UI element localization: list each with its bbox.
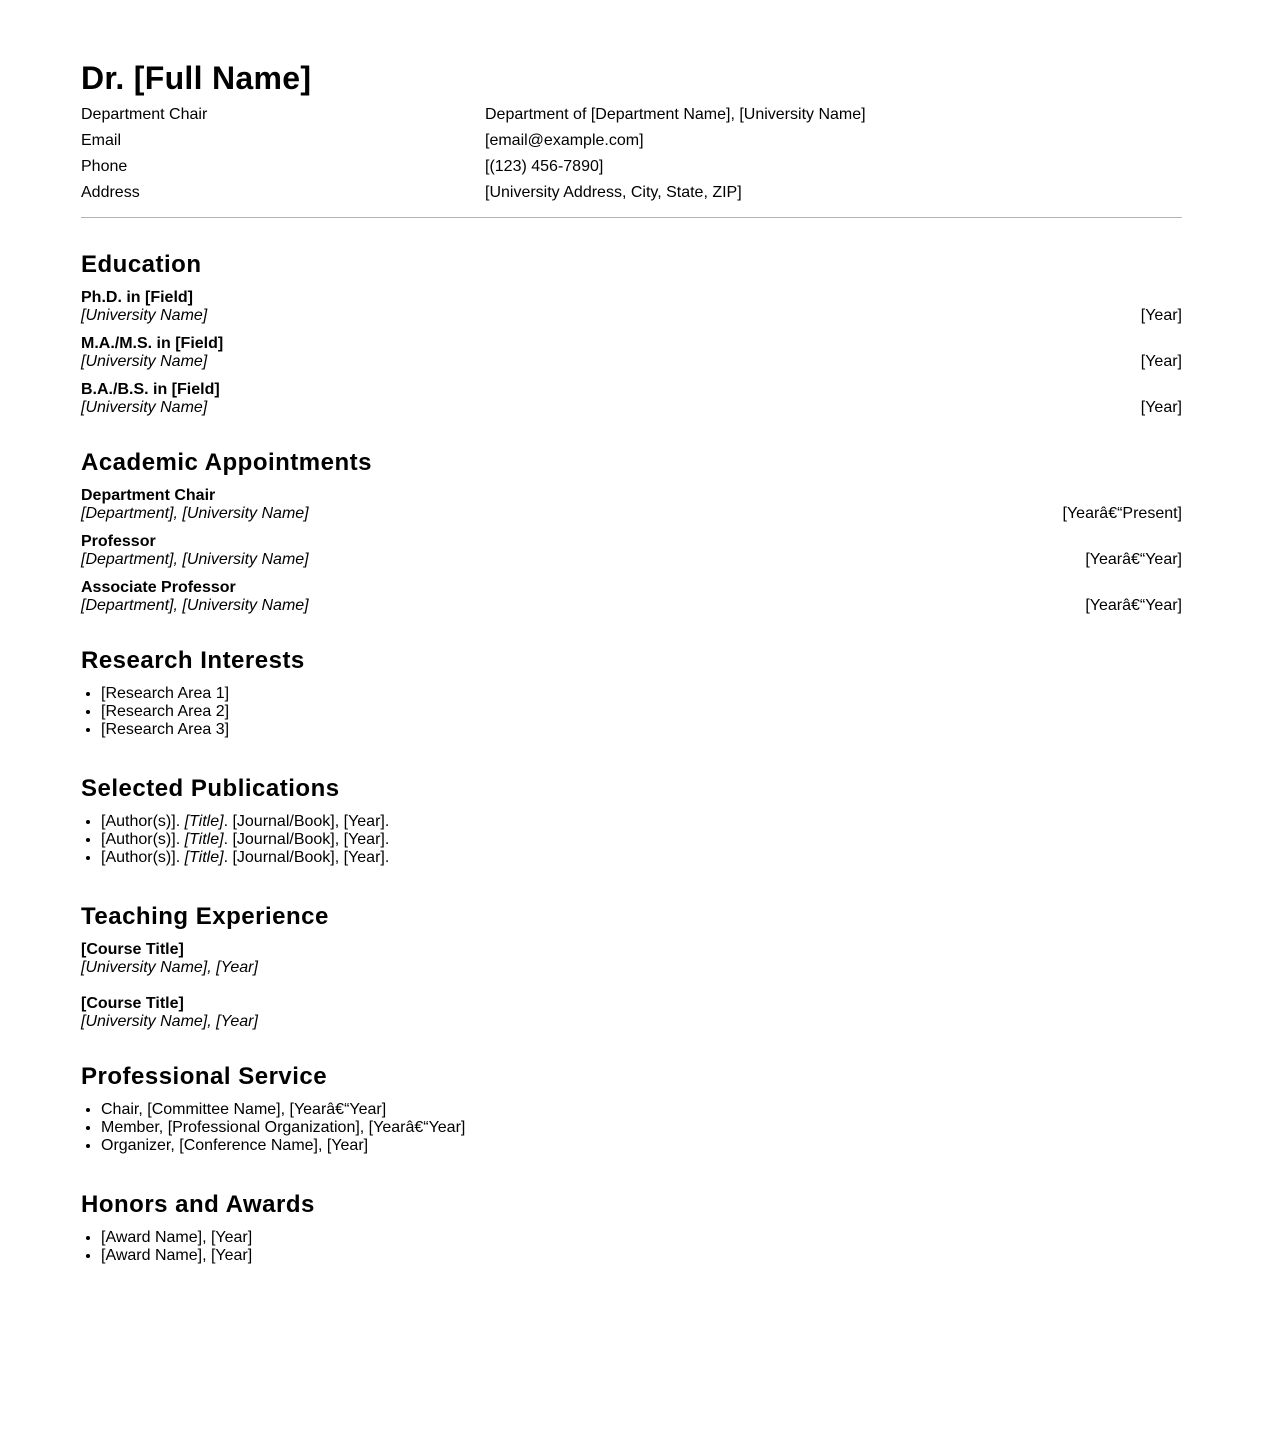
pub-rest: . [Journal/Book], [Year]. [223,831,390,848]
institution: [University Name] [81,307,208,324]
contact-row-address [81,184,1182,210]
contact-value: Department of [Department Name], [University Name] [485,106,866,123]
education-entry [81,381,1182,417]
section-heading: Academic Appointments [81,449,372,476]
course-details: [University Name], [Year] [81,1013,258,1030]
section-honors [81,1191,1182,1265]
list-item: • [Award Name], [Year] [101,1247,1182,1265]
section-heading: Professional Service [81,1063,328,1090]
service-list [81,1101,1182,1155]
list-item: • [Research Area 2] [101,703,1182,721]
teaching-entry [81,995,1182,1031]
pub-authors: [Author(s)]. [101,813,185,830]
publication-item [101,813,1182,831]
list-item: • [Research Area 1] [101,685,1182,703]
section-heading: Honors and Awards [81,1191,315,1218]
degree: Ph.D. in [Field] [81,289,193,306]
section-heading: Selected Publications [81,775,340,802]
publication-item [101,831,1182,849]
research-list [81,685,1182,739]
appointment-title: Associate Professor [81,579,236,596]
year: [Year] [1140,399,1182,416]
education-entry [81,335,1182,371]
contact-label: Email [81,132,122,149]
phone-value: [(123) 456-7890] [485,158,604,175]
appointment-place: [Department], [University Name] [81,505,309,522]
appointment-dates: [Yearâ€“Present] [1062,505,1182,522]
list-item: • Chair, [Committee Name], [Yearâ€“Year] [101,1101,1182,1119]
page-title: Dr. [Full Name] [81,60,312,96]
section-teaching [81,903,1182,1031]
year: [Year] [1140,307,1182,324]
section-appointments [81,449,1182,615]
pub-title: [Title] [184,849,224,866]
appointment-dates: [Yearâ€“Year] [1085,551,1182,568]
contact-row-phone [81,158,1182,184]
appointment-place: [Department], [University Name] [81,551,309,568]
year: [Year] [1140,353,1182,370]
contact-row-position [81,106,1182,132]
course-details: [University Name], [Year] [81,959,258,976]
entry-row [81,353,1182,371]
entry-row [81,399,1182,417]
teaching-entry [81,941,1182,977]
header-divider [81,217,1182,218]
pub-title: [Title] [184,813,224,830]
pub-rest: . [Journal/Book], [Year]. [223,849,390,866]
section-heading: Education [81,251,202,278]
contact-label: Address [81,184,140,201]
section-publications [81,775,1182,867]
education-entry [81,289,1182,325]
entry-row [81,307,1182,325]
contact-info [81,106,1182,210]
appointment-entry [81,579,1182,615]
address-value: [University Address, City, State, ZIP] [485,184,742,201]
institution: [University Name] [81,353,208,370]
appointment-place: [Department], [University Name] [81,597,309,614]
list-item: • Organizer, [Conference Name], [Year] [101,1137,1182,1155]
course-title: [Course Title] [81,995,184,1012]
list-item: • [Award Name], [Year] [101,1229,1182,1247]
section-heading: Research Interests [81,647,305,674]
pub-rest: . [Journal/Book], [Year]. [223,813,390,830]
section-service [81,1063,1182,1155]
publication-item [101,849,1182,867]
entry-row [81,505,1182,523]
honors-list [81,1229,1182,1265]
pub-authors: [Author(s)]. [101,831,185,848]
publications-list [81,813,1182,867]
appointment-title: Department Chair [81,487,216,504]
appointment-dates: [Yearâ€“Year] [1085,597,1182,614]
appointment-title: Professor [81,533,156,550]
contact-label: Phone [81,158,128,175]
section-research [81,647,1182,739]
degree: M.A./M.S. in [Field] [81,335,224,352]
course-title: [Course Title] [81,941,184,958]
list-item: • Member, [Professional Organization], [Yearâ€“Year] [101,1119,1182,1137]
entry-row [81,597,1182,615]
contact-row-email [81,132,1182,158]
list-item: • [Research Area 3] [101,721,1182,739]
email-value: [email@example.com] [485,132,644,149]
degree: B.A./B.S. in [Field] [81,381,220,398]
entry-row [81,551,1182,569]
appointment-entry [81,533,1182,569]
contact-label: Department Chair [81,106,208,123]
pub-authors: [Author(s)]. [101,849,185,866]
appointment-entry [81,487,1182,523]
section-education [81,251,1182,417]
section-heading: Teaching Experience [81,903,329,930]
pub-title: [Title] [184,831,224,848]
institution: [University Name] [81,399,208,416]
